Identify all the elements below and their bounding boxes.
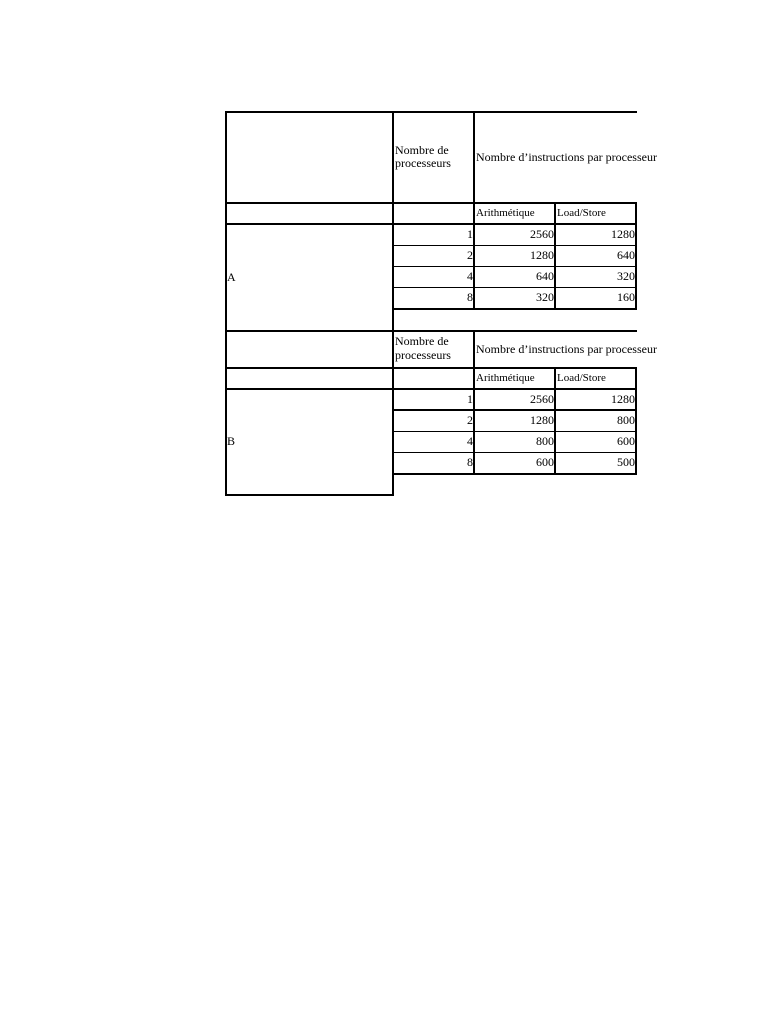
table-a-cell-processors: 1 — [467, 227, 473, 241]
table-a-cell-arith: 1280 — [530, 248, 554, 262]
table-a-cell-arith: 640 — [536, 269, 554, 283]
table-a-processors-header-line2: processeurs — [395, 156, 451, 170]
table-b-cell-processors: 1 — [467, 392, 473, 406]
table-b-cell-processors: 2 — [467, 413, 473, 427]
table-a-instructions-header: Nombre d’instructions par processeur — [476, 150, 657, 164]
table-a-cell-processors: 8 — [467, 290, 473, 304]
table-a-cell-loadstore: 320 — [617, 269, 635, 283]
table-b-cell-arith: 800 — [536, 434, 554, 448]
table-b-processors-divider — [473, 330, 475, 475]
table-b-group-divider — [392, 330, 394, 496]
table-b-row-line — [392, 452, 637, 453]
table-a-cell-loadstore: 160 — [617, 290, 635, 304]
table-a-cell-loadstore: 1280 — [611, 227, 635, 241]
table-b-instructions-header: Nombre d’instructions par processeur — [476, 342, 657, 356]
table-b-group-label: B — [227, 434, 236, 448]
table-b-cell-processors: 4 — [467, 434, 473, 448]
table-a-left-border — [225, 111, 227, 331]
table-b-cell-loadstore: 500 — [617, 455, 635, 469]
table-a-row-line — [392, 245, 637, 246]
table-b-subheader-line — [225, 388, 637, 390]
table-b-cell-loadstore: 800 — [617, 413, 635, 427]
table-b-processors-header-line1: Nombre de — [395, 334, 449, 348]
table-a-processors-divider — [473, 111, 475, 310]
table-a-header-line — [225, 202, 637, 204]
table-a-col-arith: Arithmétique — [476, 207, 535, 219]
table-a-group-divider — [392, 111, 394, 331]
table-b-arith-divider — [554, 367, 556, 475]
table-b-bottom-line — [392, 473, 637, 475]
table-a-right-border — [635, 202, 637, 310]
table-b-left-border — [225, 330, 227, 496]
table-a-row-line — [392, 266, 637, 267]
table-a-subheader-line — [225, 223, 637, 225]
table-a-col-loadstore: Load/Store — [557, 207, 606, 219]
table-a-row-line — [392, 287, 637, 288]
table-b-top-border — [225, 330, 637, 332]
table-b-col-loadstore: Load/Store — [557, 372, 606, 384]
table-b-processors-header-line2: processeurs — [395, 348, 451, 362]
table-b-row-line — [392, 409, 637, 411]
table-b-row-line — [392, 431, 637, 432]
table-a-top-border — [225, 111, 637, 113]
table-b-cell-processors: 8 — [467, 455, 473, 469]
table-a-bottom-line — [392, 308, 637, 310]
table-a-processors-header-line1: Nombre de — [395, 143, 449, 157]
table-a-arith-divider — [554, 202, 556, 310]
table-b-right-border — [635, 367, 637, 475]
table-b-cell-loadstore: 600 — [617, 434, 635, 448]
table-b-cell-loadstore: 1280 — [611, 392, 635, 406]
table-a-cell-processors: 2 — [467, 248, 473, 262]
table-b-cell-arith: 1280 — [530, 413, 554, 427]
table-a-group-label: A — [227, 270, 236, 284]
table-b-cell-arith: 600 — [536, 455, 554, 469]
table-a-cell-arith: 2560 — [530, 227, 554, 241]
table-a-cell-processors: 4 — [467, 269, 473, 283]
table-b-group-bottom-border — [225, 494, 394, 496]
table-b-header-line — [225, 367, 637, 369]
table-a-cell-arith: 320 — [536, 290, 554, 304]
table-b-cell-arith: 2560 — [530, 392, 554, 406]
table-b-col-arith: Arithmétique — [476, 372, 535, 384]
table-a-cell-loadstore: 640 — [617, 248, 635, 262]
